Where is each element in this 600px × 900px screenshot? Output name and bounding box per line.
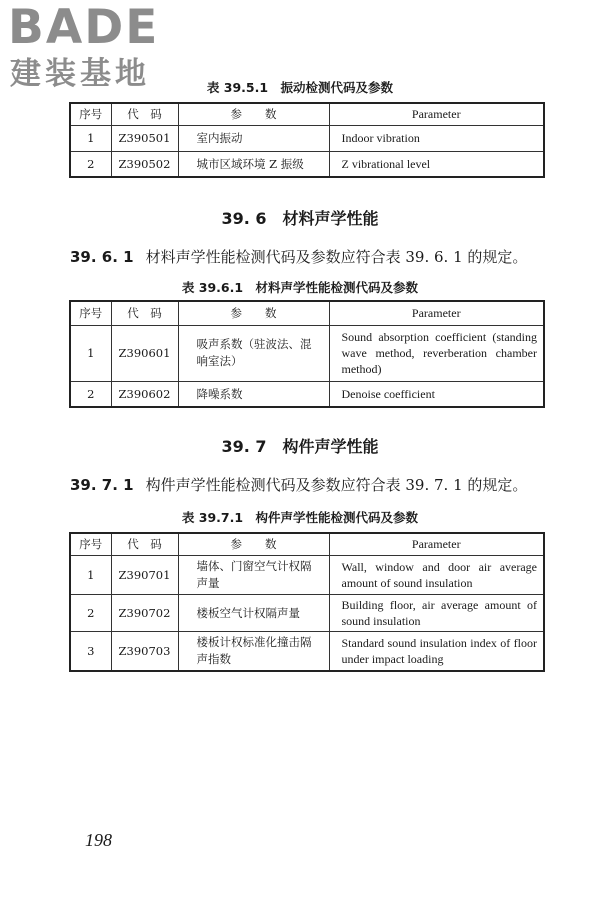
cell-code: Z390703 <box>111 631 178 671</box>
table-row <box>70 381 544 407</box>
section-heading: 39. 7 构件声学性能 <box>221 437 379 456</box>
cell-param-en: Building floor, air average amount of sound insulation <box>329 594 544 631</box>
table-caption: 表 39.6.1 材料声学性能检测代码及参数 <box>181 280 419 295</box>
table-row <box>70 594 544 631</box>
cell-index: 1 <box>70 325 111 381</box>
table-header-row <box>70 103 544 125</box>
table-header-row <box>70 533 544 555</box>
table-row <box>70 151 544 177</box>
column-header: Parameter <box>329 103 544 125</box>
clause <box>70 474 527 495</box>
cell-param-en: Z vibrational level <box>329 151 544 177</box>
column-header: 参 数 <box>178 301 329 325</box>
cell-index: 2 <box>70 151 111 177</box>
clause-number: 39. 7. 1 <box>70 476 134 494</box>
cell-code: Z390702 <box>111 594 178 631</box>
cell-param-zh: 楼板计权标准化撞击隔声指数 <box>178 631 329 671</box>
page-number: 198 <box>85 830 112 850</box>
clause-number: 39. 6. 1 <box>70 248 134 266</box>
cell-param-zh: 室内振动 <box>178 125 329 151</box>
cell-param-zh: 降噪系数 <box>178 381 329 407</box>
column-header: 序号 <box>70 533 111 555</box>
table-caption: 表 39.7.1 构件声学性能检测代码及参数 <box>181 510 419 525</box>
watermark-logo-subtitle: 建装基地 <box>10 56 150 92</box>
column-header: 代 码 <box>111 103 178 125</box>
section-heading: 39. 6 材料声学性能 <box>221 209 379 228</box>
clause <box>70 246 527 267</box>
cell-index: 2 <box>70 594 111 631</box>
cell-index: 1 <box>70 555 111 594</box>
column-header: 参 数 <box>178 103 329 125</box>
cell-code: Z390602 <box>111 381 178 407</box>
data-table <box>69 532 545 672</box>
watermark-logo: BADE <box>8 0 160 55</box>
cell-code: Z390701 <box>111 555 178 594</box>
table-row <box>70 555 544 594</box>
cell-param-zh: 墙体、门窗空气计权隔声量 <box>178 555 329 594</box>
column-header: 代 码 <box>111 533 178 555</box>
cell-param-en: Denoise coefficient <box>329 381 544 407</box>
cell-param-en: Indoor vibration <box>329 125 544 151</box>
table-row <box>70 325 544 381</box>
cell-index: 1 <box>70 125 111 151</box>
cell-param-en: Sound absorption coefficient (standing wave method, reverberation chamber method) <box>329 325 544 381</box>
cell-index: 3 <box>70 631 111 671</box>
table-caption: 表 39.5.1 振动检测代码及参数 <box>206 80 394 95</box>
data-table <box>69 300 545 408</box>
data-table <box>69 102 545 178</box>
clause-text: 构件声学性能检测代码及参数应符合表 39. 7. 1 的规定。 <box>145 476 528 494</box>
cell-param-en: Standard sound insulation index of floor under impact loading <box>329 631 544 671</box>
cell-param-zh: 城市区域环境 Z 振级 <box>178 151 329 177</box>
cell-code: Z390501 <box>111 125 178 151</box>
cell-param-en: Wall, window and door air average amount of sound insulation <box>329 555 544 594</box>
cell-index: 2 <box>70 381 111 407</box>
cell-code: Z390601 <box>111 325 178 381</box>
table-row <box>70 125 544 151</box>
clause-text: 材料声学性能检测代码及参数应符合表 39. 6. 1 的规定。 <box>145 248 528 266</box>
cell-param-zh: 楼板空气计权隔声量 <box>178 594 329 631</box>
column-header: 参 数 <box>178 533 329 555</box>
column-header: 代 码 <box>111 301 178 325</box>
column-header: 序号 <box>70 103 111 125</box>
column-header: Parameter <box>329 533 544 555</box>
table-header-row <box>70 301 544 325</box>
table-row <box>70 631 544 671</box>
column-header: Parameter <box>329 301 544 325</box>
cell-param-zh: 吸声系数（驻波法、混响室法） <box>178 325 329 381</box>
cell-code: Z390502 <box>111 151 178 177</box>
column-header: 序号 <box>70 301 111 325</box>
